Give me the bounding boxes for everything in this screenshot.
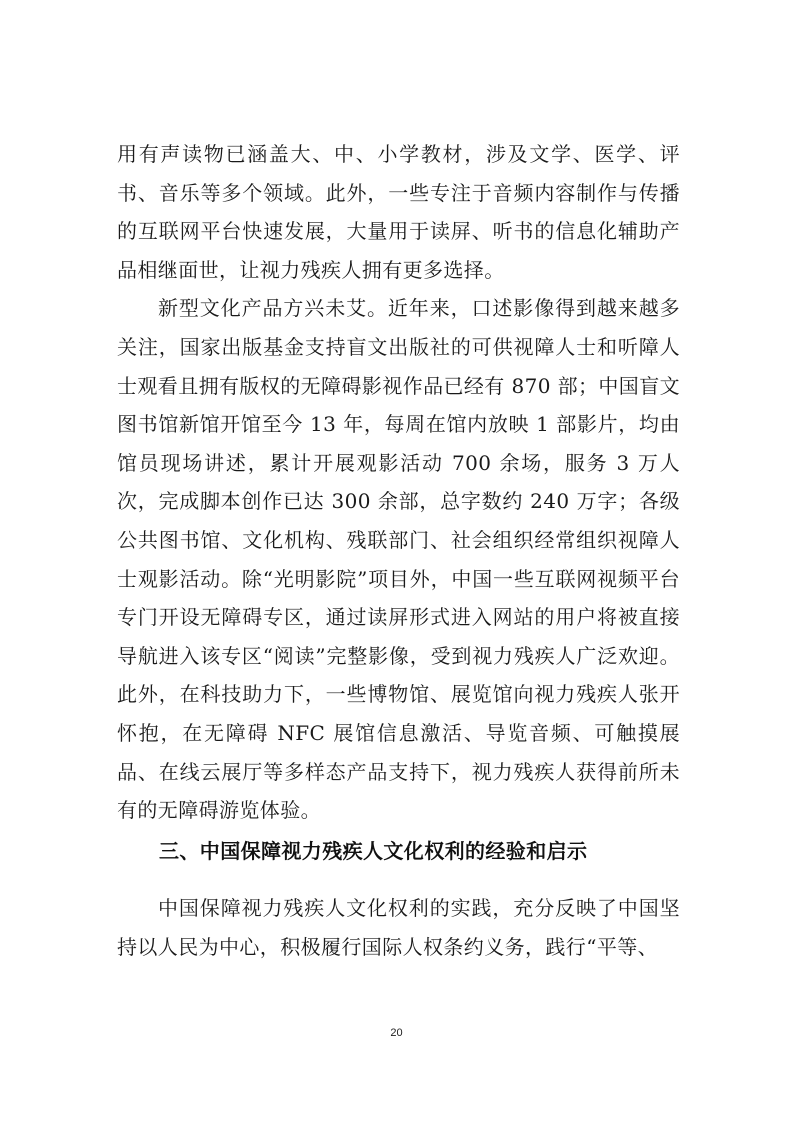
- body-text-lower: [117, 889, 680, 966]
- section-heading: 三、中国保障视力残疾人文化权利的经验和启示: [159, 839, 588, 863]
- page-number: 20: [390, 1027, 403, 1039]
- paragraph-new-cultural-products: 新型文化产品方兴未艾。近年来，口述影像得到越来越多关注，国家出版基金支持盲文出版社的可供视障人士和听障人士观看且拥有版权的无障碍影视作品已经有 870 部；中国盲文图书馆新馆开馆至今 13 年，每周在馆内放映 1 部影片，均由馆员现场讲述，累计开展观影活动 700 余场，服务 3 万人次，完成脚本创作已达 300 余部，总字数约 240 万字；各级公共图书馆、文化机构、残联部门、社会组织经常组织视障人士观影活动。除“光明影院”项目外，中国一些互联网视频平台专门开设无障碍专区，通过读屏形式进入网站的用户将被直接导航进入该专区“阅读”完整影像，受到视力残疾人广泛欢迎。此外，在科技助力下，一些博物馆、展览馆向视力残疾人张开怀抱，在无障碍 NFC 展馆信息激活、导览音频、可触摸展品、在线云展厅等多样态产品支持下，视力残疾人获得前所未有的无障碍游览体验。: [117, 296, 680, 823]
- body-text-upper: [117, 135, 680, 830]
- paragraph-section-intro: 中国保障视力残疾人文化权利的实践，充分反映了中国坚持以人民为中心，积极履行国际人权条约义务，践行“平等、: [117, 896, 680, 959]
- paragraph-continued: 用有声读物已涵盖大、中、小学教材，涉及文学、医学、评书、音乐等多个领域。此外，一些专注于音频内容制作与传播的互联网平台快速发展，大量用于读屏、听书的信息化辅助产品相继面世，让视力残疾人拥有更多选择。: [117, 142, 680, 282]
